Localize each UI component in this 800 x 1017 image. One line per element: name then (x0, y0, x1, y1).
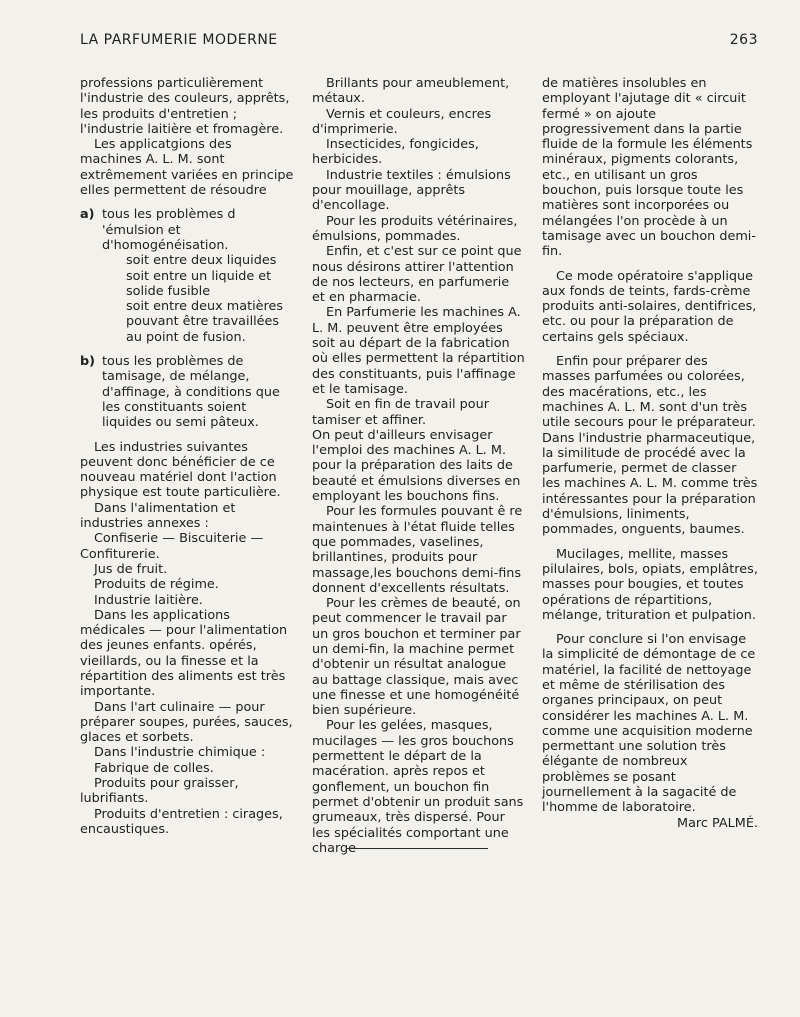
end-rule (346, 848, 488, 849)
list-sub: soit entre deux matières pouvant être travaillées au point de fusion. (126, 299, 284, 345)
paragraph: Enfin pour préparer des masses parfumées ou colorées, des macérations, etc., les machines A. L. M. sont d'un très utile secours pour le préparateur. Dans l'industrie pharmaceutique, la similitude de procédé avec la parfumerie, permet de classer les machines A. L. M. comme très intéressantes pour la préparation d'émulsions, liniments, pommades, onguents, baumes. (542, 354, 758, 538)
paragraph: Industrie laitière. (94, 592, 203, 608)
paragraph: Pour les crèmes de beauté, on peut commencer le travail par un gros bouchon et terminer par un demi-fin, la machine permet d'obtenir un résultat analogue au battage classique, mais avec une finesse et une homogénéité bien supérieure. (312, 596, 521, 719)
list-sub: soit entre un liquide et solide fusible (126, 268, 272, 299)
paragraph: Jus de fruit. (94, 561, 168, 577)
paragraph: professions particulièrement l'industrie des couleurs, apprêts, les produits d'entretien ; l'industrie laitière et fromagère. (80, 76, 290, 137)
paragraph: Confiserie — Biscuiterie — Confiturerie. (80, 531, 264, 562)
paragraph: Ce mode opératoire s'applique aux fonds de teints, fards-crème produits anti-solaires, dentifrices, etc. ou pour la préparation de certains gels spéciaux. (542, 268, 757, 345)
paragraph: Vernis et couleurs, encres d'imprimerie. (312, 106, 492, 137)
list-marker: a) (80, 207, 95, 223)
paragraph: Soit en fin de travail pour tamiser et affiner. (312, 397, 489, 428)
paragraph: Les applicatgions des machines A. L. M. sont extrêmement variées en principe elles permettent de résoudre (80, 137, 294, 199)
paragraph: Produits de régime. (94, 577, 219, 593)
running-header (80, 32, 758, 52)
paragraph: Pour conclure si l'on envisage la simplicité de démontage de ce matériel, la facilité de nettoyage et même de stérilisation des organes principaux, on peut considérer les machines A. L. M. comme une acquisition moderne permettant une solution très élégante de nombreux problèmes se posant journellement à la sagacité de l'homme de laboratoire. (542, 632, 756, 816)
paragraph: Enfin, et c'est sur ce point que nous désirons attirer l'attention de nos lecteurs, en parfumerie et en pharmacie. (312, 244, 522, 306)
paragraph: Pour les produits vétérinaires, émulsions, pommades. (312, 213, 518, 244)
paragraph: On peut d'ailleurs envisager l'emploi des machines A. L. M. pour la préparation des laits de beauté et émulsions diverses en employant les bouchons fins. (312, 427, 521, 505)
list-sub: soit entre deux liquides (126, 253, 277, 269)
text-column-2 (312, 76, 525, 856)
list-lead: tous les problèmes de tamisage, de mélange, d'affinage, à conditions que les constituants soient liquides ou semi pâteux. (102, 354, 280, 431)
paragraph: Pour les formules pouvant ê re maintenues à l'état fluide telles que pommades, vaselines, brillantines, produits pour massage,les bouchons demi-fins donnent d'excellents résultats. (312, 504, 523, 596)
paragraph: Brillants pour ameublement, métaux. (312, 76, 510, 107)
list-item-a (80, 207, 295, 345)
paragraph: Dans l'alimentation et industries annexes : (80, 500, 236, 532)
paragraph: Fabrique de colles. (94, 760, 214, 776)
paragraph: Les industries suivantes peuvent donc bénéficier de ce nouveau matériel dont l'action physique est toute particulière. (80, 439, 281, 501)
paragraph: Dans l'industrie chimique : (94, 745, 266, 761)
text-column-1 (80, 76, 295, 837)
paragraph: Dans les applications médicales — pour l'alimentation des jeunes enfants. opérés, vieillards, ou la finesse et la répartition des aliments est très importante. (80, 607, 288, 700)
paragraph: En Parfumerie les machines A. L. M. peuvent être employées soit au départ de la fabrication où elles permettent la répartition des constituants, puis l'affinage et le tamisage. (312, 305, 525, 397)
paragraph: Produits d'entretien : cirages, encaustiques. (80, 806, 283, 837)
paragraph: Dans l'art culinaire — pour préparer soupes, purées, sauces, glaces et sorbets. (80, 699, 293, 746)
list-marker: b) (80, 354, 96, 370)
paragraph: Insecticides, fongicides, herbicides. (312, 137, 479, 168)
journal-title: LA PARFUMERIE MODERNE (80, 32, 278, 48)
paragraph: de matières insolubles en employant l'ajutage dit « circuit fermé » on ajoute progressivement dans la partie fluide de la formule les éléments minéraux, pigments colorants, etc., en utilisant un gros bouchon, puis lorsque toute les matières sont incorporées ou mélangées l'on procède à un tamisage avec un bouchon demi-fin. (542, 76, 756, 260)
paragraph: Produits pour graisser, lubrifiants. (80, 776, 239, 807)
author-signature: Marc PALMÉ. (677, 815, 758, 831)
text-column-3 (542, 76, 758, 831)
list-item-b (80, 354, 295, 430)
list-lead: tous les problèmes d 'émulsion et d'homogénéisation. (102, 207, 236, 253)
paragraph: Industrie textiles : émulsions pour mouillage, apprêts d'encollage. (312, 167, 511, 214)
page-number: 263 (729, 32, 758, 48)
paragraph: Mucilages, mellite, masses pilulaires, bols, opiats, emplâtres, masses pour bougies, et toutes opérations de répartitions, mélange, trituration et pulpation. (542, 546, 758, 623)
paragraph: Pour les gelées, masques, mucilages — les gros bouchons permettent le départ de la macération. après repos et gonflement, un bouchon fin permet d'obtenir un produit sans grumeaux, très dispersé. Pour les spécialités comportant une charge (312, 718, 524, 856)
